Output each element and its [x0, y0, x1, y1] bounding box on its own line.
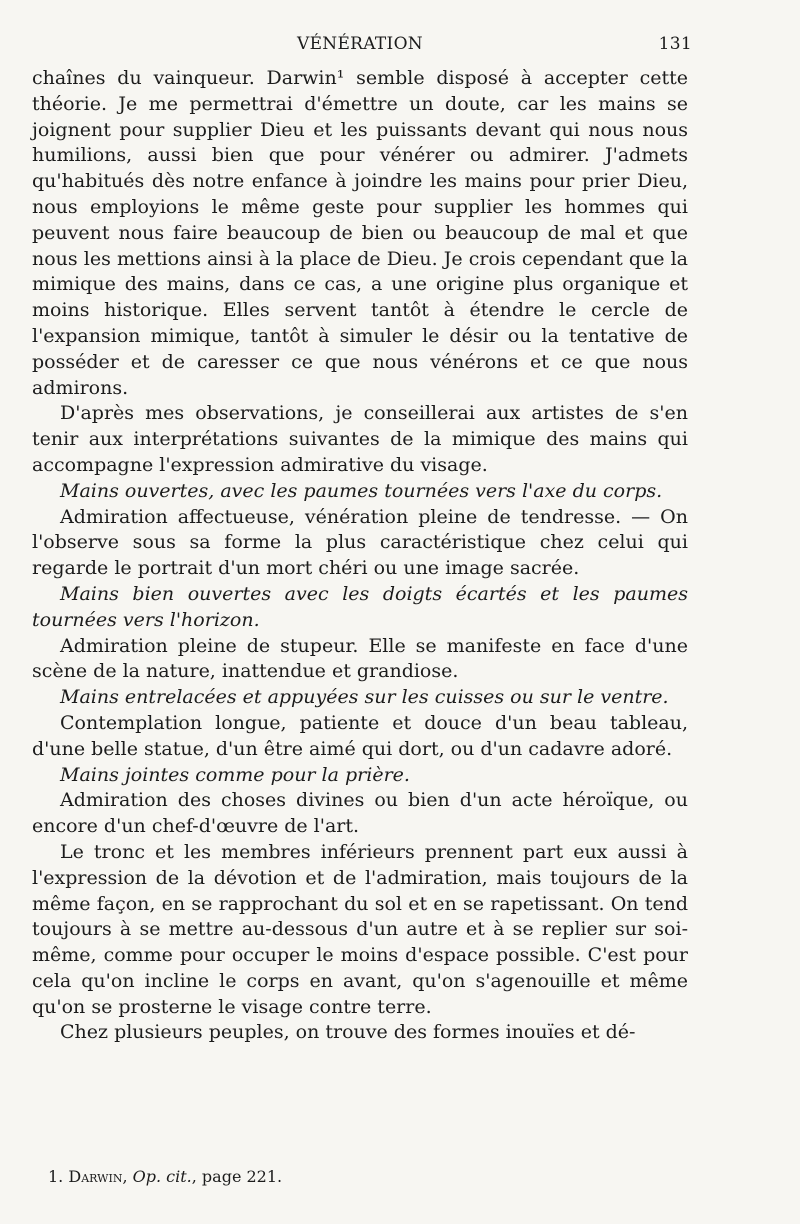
paragraph: D'après mes observations, je conseillerai aux artistes de s'en tenir aux interprétations suivantes de la mimique des mains qui accompagne l'expression admirative du visage. [32, 402, 688, 476]
paragraph: Admiration pleine de stupeur. Elle se manifeste en face d'une scène de la nature, inattendue et grandiose. [32, 634, 688, 683]
footnote: 1. Darwin, Op. cit., page 221. [48, 1167, 283, 1186]
page-number: 131 [658, 34, 692, 54]
footnote-page: , page 221. [191, 1167, 283, 1186]
italic-heading: Mains bien ouvertes avec les doigts écartés et les paumes tournées vers l'horizon. [32, 582, 688, 631]
italic-heading: Mains entrelacées et appuyées sur les cuisses ou sur le ventre. [60, 686, 669, 709]
paragraph: Le tronc et les membres inférieurs prennent part eux aussi à l'expression de la dévotion et de l'admiration, mais toujours de la même façon, en se rapprochant du sol et en se rapetissant. On tend toujours à se mettre au-dessous d'un autre et à se replier sur soi-même, comme pour occuper le moins d'espace possible. C'est pour cela qu'on incline le corps en avant, qu'on s'agenouille et même qu'on se prosterne le visage contre terre. [32, 840, 688, 1018]
paragraph: chaînes du vainqueur. Darwin¹ semble disposé à accepter cette théorie. Je me permettrai d'émettre un doute, car les mains se joignent pour supplier Dieu et les puissants devant qui nous nous humilions, aussi bien que pour vénérer ou admirer. J'admets qu'habitués dès notre enfance à joindre les mains pour prier Dieu, nous employions le même geste pour supplier les hommes qui peuvent nous faire beaucoup de bien ou beaucoup de mal et que nous les mettions ainsi à la place de Dieu. Je crois cependant que la mimique des mains, dans ce cas, a une origine plus organique et moins historique. Elles servent tantôt à étendre le cercle de l'expansion mimique, tantôt à simuler le désir ou la tentative de posséder et de caresser ce que nous vénérons et ce que nous admirons. [32, 67, 688, 399]
italic-heading: Mains jointes comme pour la prière. [60, 763, 410, 786]
footnote-author: Darwin [68, 1167, 123, 1186]
running-title: VÉNÉRATION [297, 34, 423, 54]
footnote-number: 1. [48, 1167, 64, 1186]
paragraph: Admiration affectueuse, vénération pleine de tendresse. — On l'observe sous sa forme la plus caractéristique chez celui qui regarde le portrait d'un mort chéri ou une image sacrée. [32, 505, 688, 580]
italic-heading: Mains ouvertes, avec les paumes tournées vers l'axe du corps. [60, 479, 663, 502]
running-header [32, 34, 692, 58]
paragraph: Admiration des choses divines ou bien d'un acte héroïque, ou encore d'un chef-d'œuvre de l'art. [32, 789, 688, 838]
body-text [32, 66, 688, 1046]
footnote-work: Op. cit. [132, 1167, 192, 1186]
paragraph: Chez plusieurs peuples, on trouve des formes inouïes et dé- [60, 1021, 636, 1044]
paragraph: Contemplation longue, patiente et douce d'un beau tableau, d'une belle statue, d'un être aimé qui dort, ou d'un cadavre adoré. [32, 711, 688, 760]
